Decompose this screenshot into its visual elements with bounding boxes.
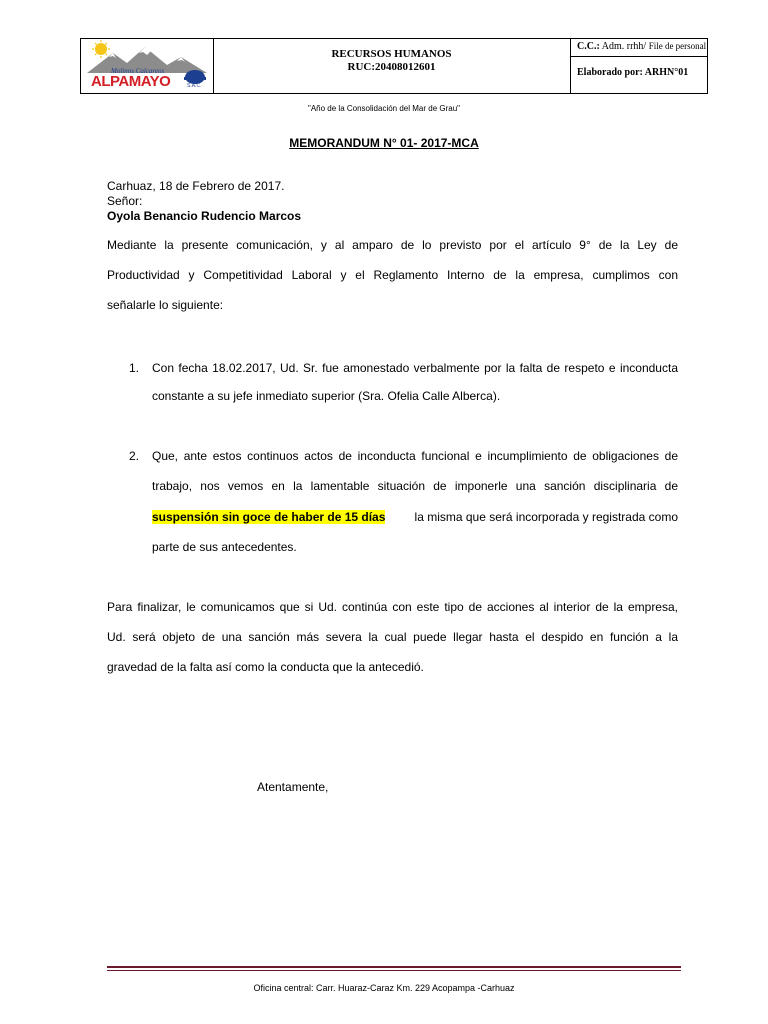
item-2-line-1: Que, ante estos continuos actos de inconducta funcional e incumplimiento de obligaciones de — [152, 449, 678, 463]
org-department: RECURSOS HUMANOS — [331, 48, 452, 60]
item-2-after-highlight: la misma que será incorporada y registrada como — [414, 510, 678, 524]
intro-line-1: Mediante la presente comunicación, y al amparo de lo previsto por el artículo 9° de la Ley de — [107, 238, 678, 252]
cc-row — [571, 39, 707, 57]
memo-title: MEMORANDUM N° 01- 2017-MCA — [289, 136, 479, 150]
addressee-name: Oyola Benancio Rudencio Marcos — [107, 209, 302, 223]
logo-tag: S.A.C. — [187, 83, 202, 89]
elaborado-por: Elaborado por: ARHN°01 — [577, 67, 689, 78]
salutation: Señor: — [107, 194, 143, 208]
item-2-line-2: trabajo, nos vemos en la lamentable situación de imponerle una sanción disciplinaria de — [152, 479, 678, 493]
logo-subtitle: Molinos Calcareos — [111, 67, 165, 75]
suspension-highlight: suspensión sin goce de haber de 15 días — [152, 510, 386, 524]
company-logo — [83, 39, 211, 93]
logo-brand-name: ALPAMAYO — [91, 73, 171, 90]
cc-label: C.C.: — [577, 41, 600, 52]
place-date: Carhuaz, 18 de Febrero de 2017. — [107, 179, 285, 193]
item-2-number: 2. — [129, 449, 140, 463]
org-info-cell — [213, 39, 571, 93]
item-2-line-3 — [152, 510, 678, 524]
intro-line-3: señalarle lo siguiente: — [107, 298, 224, 312]
logo-cell — [81, 39, 214, 93]
closing-line-2: Ud. será objeto de una sanción más severa la cual puede llegar hasta el despido en función a la — [107, 630, 678, 644]
cc-value: Adm. rrhh/ — [601, 41, 647, 52]
cc-extra: File de personal — [648, 41, 707, 51]
sun-icon — [92, 40, 110, 58]
closing-line-3: gravedad de la falta así como la conducta que la antecedió. — [107, 660, 424, 674]
intro-line-2: Productividad y Competitividad Laboral y el Reglamento Interno de la empresa, cumplimos con — [107, 268, 678, 282]
org-ruc: RUC:20408012601 — [347, 61, 436, 73]
footer-address: Oficina central: Carr. Huaraz-Caraz Km. 229 Acopampa -Carhuaz — [253, 983, 515, 993]
item-1-number: 1. — [129, 361, 140, 375]
item-1-line-1: Con fecha 18.02.2017, Ud. Sr. fue amonestado verbalmente por la falta de respeto e inconducta — [152, 361, 678, 375]
year-motto: "Año de la Consolidación del Mar de Grau" — [308, 104, 460, 113]
distribution-cell — [571, 39, 707, 93]
closing-line-1: Para finalizar, le comunicamos que si Ud. continúa con este tipo de acciones al interior de la empresa, — [107, 600, 678, 614]
footer-rule — [107, 966, 681, 968]
document-header — [80, 38, 708, 94]
item-2-line-4: parte de sus antecedentes. — [152, 540, 297, 554]
item-1-line-2: constante a su jefe inmediato superior (Sra. Ofelia Calle Alberca). — [152, 389, 501, 403]
signoff: Atentamente, — [257, 780, 329, 794]
footer-rule-thin — [107, 970, 681, 971]
